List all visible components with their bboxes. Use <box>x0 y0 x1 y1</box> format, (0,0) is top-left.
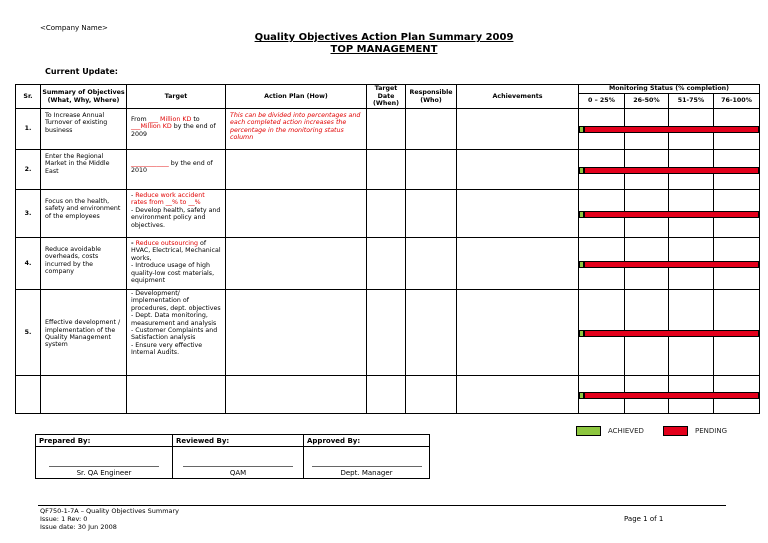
row-sr <box>16 376 41 414</box>
row-target-date <box>367 109 406 150</box>
header-monitoring: Monitoring Status (% completion) <box>579 85 760 94</box>
header-m2: 26-50% <box>625 94 669 109</box>
row-action-plan <box>226 150 367 190</box>
header-sr: Sr. <box>16 85 41 109</box>
row-objective: Reduce avoidable overheads, costs incurred by the company <box>41 238 127 290</box>
row-achievements <box>457 376 579 414</box>
row-target-date <box>367 290 406 376</box>
row-sr: 4. <box>16 238 41 290</box>
approved-by-label: Approved By: <box>304 435 430 447</box>
row-achievements <box>457 150 579 190</box>
row-target-date <box>367 150 406 190</box>
row-objective <box>41 376 127 414</box>
row-responsible <box>406 109 457 150</box>
row-sr: 2. <box>16 150 41 190</box>
header-m4: 76-100% <box>714 94 760 109</box>
row-responsible <box>406 190 457 238</box>
prepared-by-sign <box>36 447 173 479</box>
pending-bar <box>584 211 760 218</box>
signature-block <box>35 434 430 479</box>
reviewed-by-name: QAM <box>183 466 293 477</box>
row-action-plan <box>226 238 367 290</box>
prepared-by-name: Sr. QA Engineer <box>49 466 159 477</box>
row-objective: Focus on the health, safety and environment of the employees <box>41 190 127 238</box>
legend-achieved-swatch <box>576 426 601 436</box>
row-achievements <box>457 238 579 290</box>
row-sr: 1. <box>16 109 41 150</box>
pending-bar <box>584 126 760 133</box>
row-sr: 5. <box>16 290 41 376</box>
page-number: Page 1 of 1 <box>624 515 664 523</box>
row-achievements <box>457 109 579 150</box>
row-sr: 3. <box>16 190 41 238</box>
header-action-plan: Action Plan (How) <box>226 85 367 109</box>
row-target: - Reduce outsourcing of HVAC, Electrical, Mechanical works, - Introduce usage of high quality-low cost materials, equipment <box>127 238 226 290</box>
row-target: - Reduce work accident rates from __% to __% - Develop health, safety and environment policy and objectives. <box>127 190 226 238</box>
header-m1: 0 – 25% <box>579 94 625 109</box>
pending-bar <box>584 167 760 174</box>
header-m3: 51-75% <box>669 94 714 109</box>
reviewed-by-label: Reviewed By: <box>173 435 304 447</box>
row-responsible <box>406 238 457 290</box>
row-action-plan <box>226 290 367 376</box>
approved-by-name: Dept. Manager <box>312 466 422 477</box>
footer-issue: Issue: 1 Rev: 0 <box>40 515 88 523</box>
row-responsible <box>406 376 457 414</box>
pending-bar <box>584 330 760 337</box>
legend-pending-label: PENDING <box>695 427 727 435</box>
prepared-by-label: Prepared By: <box>36 435 173 447</box>
row-target: - Development/ implementation of procedures, dept. objectives - Dept. Data monitoring, measurement and analysis - Customer Complaints and Satisfaction analysis - Ensure very effective Internal Audits. <box>127 290 226 376</box>
row-objective: Enter the Regional Market in the Middle East <box>41 150 127 190</box>
legend-pending-swatch <box>663 426 688 436</box>
header-summary: Summary of Objectives (What, Why, Where) <box>41 85 127 109</box>
footer-date: Issue date: 30 Jun 2008 <box>40 523 117 531</box>
header-target-date: Target Date (When) <box>367 85 406 109</box>
row-achievements <box>457 290 579 376</box>
objectives-table <box>15 84 760 414</box>
row-target <box>127 376 226 414</box>
row-target: ____________ by the end of 2010 <box>127 150 226 190</box>
row-target: From ___ Million KD to ___Million KD by the end of 2009 <box>127 109 226 150</box>
pending-bar <box>584 261 760 268</box>
row-achievements <box>457 190 579 238</box>
row-objective: To Increase Annual Turnover of existing business <box>41 109 127 150</box>
header-target: Target <box>127 85 226 109</box>
row-responsible <box>406 290 457 376</box>
document-title: Quality Objectives Action Plan Summary 2009 <box>254 32 514 43</box>
row-target-date <box>367 238 406 290</box>
header-achievements: Achievements <box>457 85 579 109</box>
legend-achieved-label: ACHIEVED <box>608 427 644 435</box>
reviewed-by-sign <box>173 447 304 479</box>
header-responsible: Responsible (Who) <box>406 85 457 109</box>
company-name: <Company Name> <box>40 24 108 32</box>
row-action-plan <box>226 376 367 414</box>
document-subtitle: TOP MANAGEMENT <box>330 44 438 55</box>
approved-by-sign <box>304 447 430 479</box>
row-objective: Effective development / implementation of the Quality Management system <box>41 290 127 376</box>
row-action-plan <box>226 190 367 238</box>
footer-divider <box>38 505 726 506</box>
row-responsible <box>406 150 457 190</box>
current-update-label: Current Update: <box>45 67 118 76</box>
row-target-date <box>367 376 406 414</box>
footer-info <box>40 507 179 531</box>
row-action-plan: This can be divided into percentages and each completed action increases the percentage in the monitoring status column <box>226 109 367 150</box>
footer-doc: QF750-1-7A – Quality Objectives Summary <box>40 507 180 515</box>
pending-bar <box>584 392 760 399</box>
row-target-date <box>367 190 406 238</box>
